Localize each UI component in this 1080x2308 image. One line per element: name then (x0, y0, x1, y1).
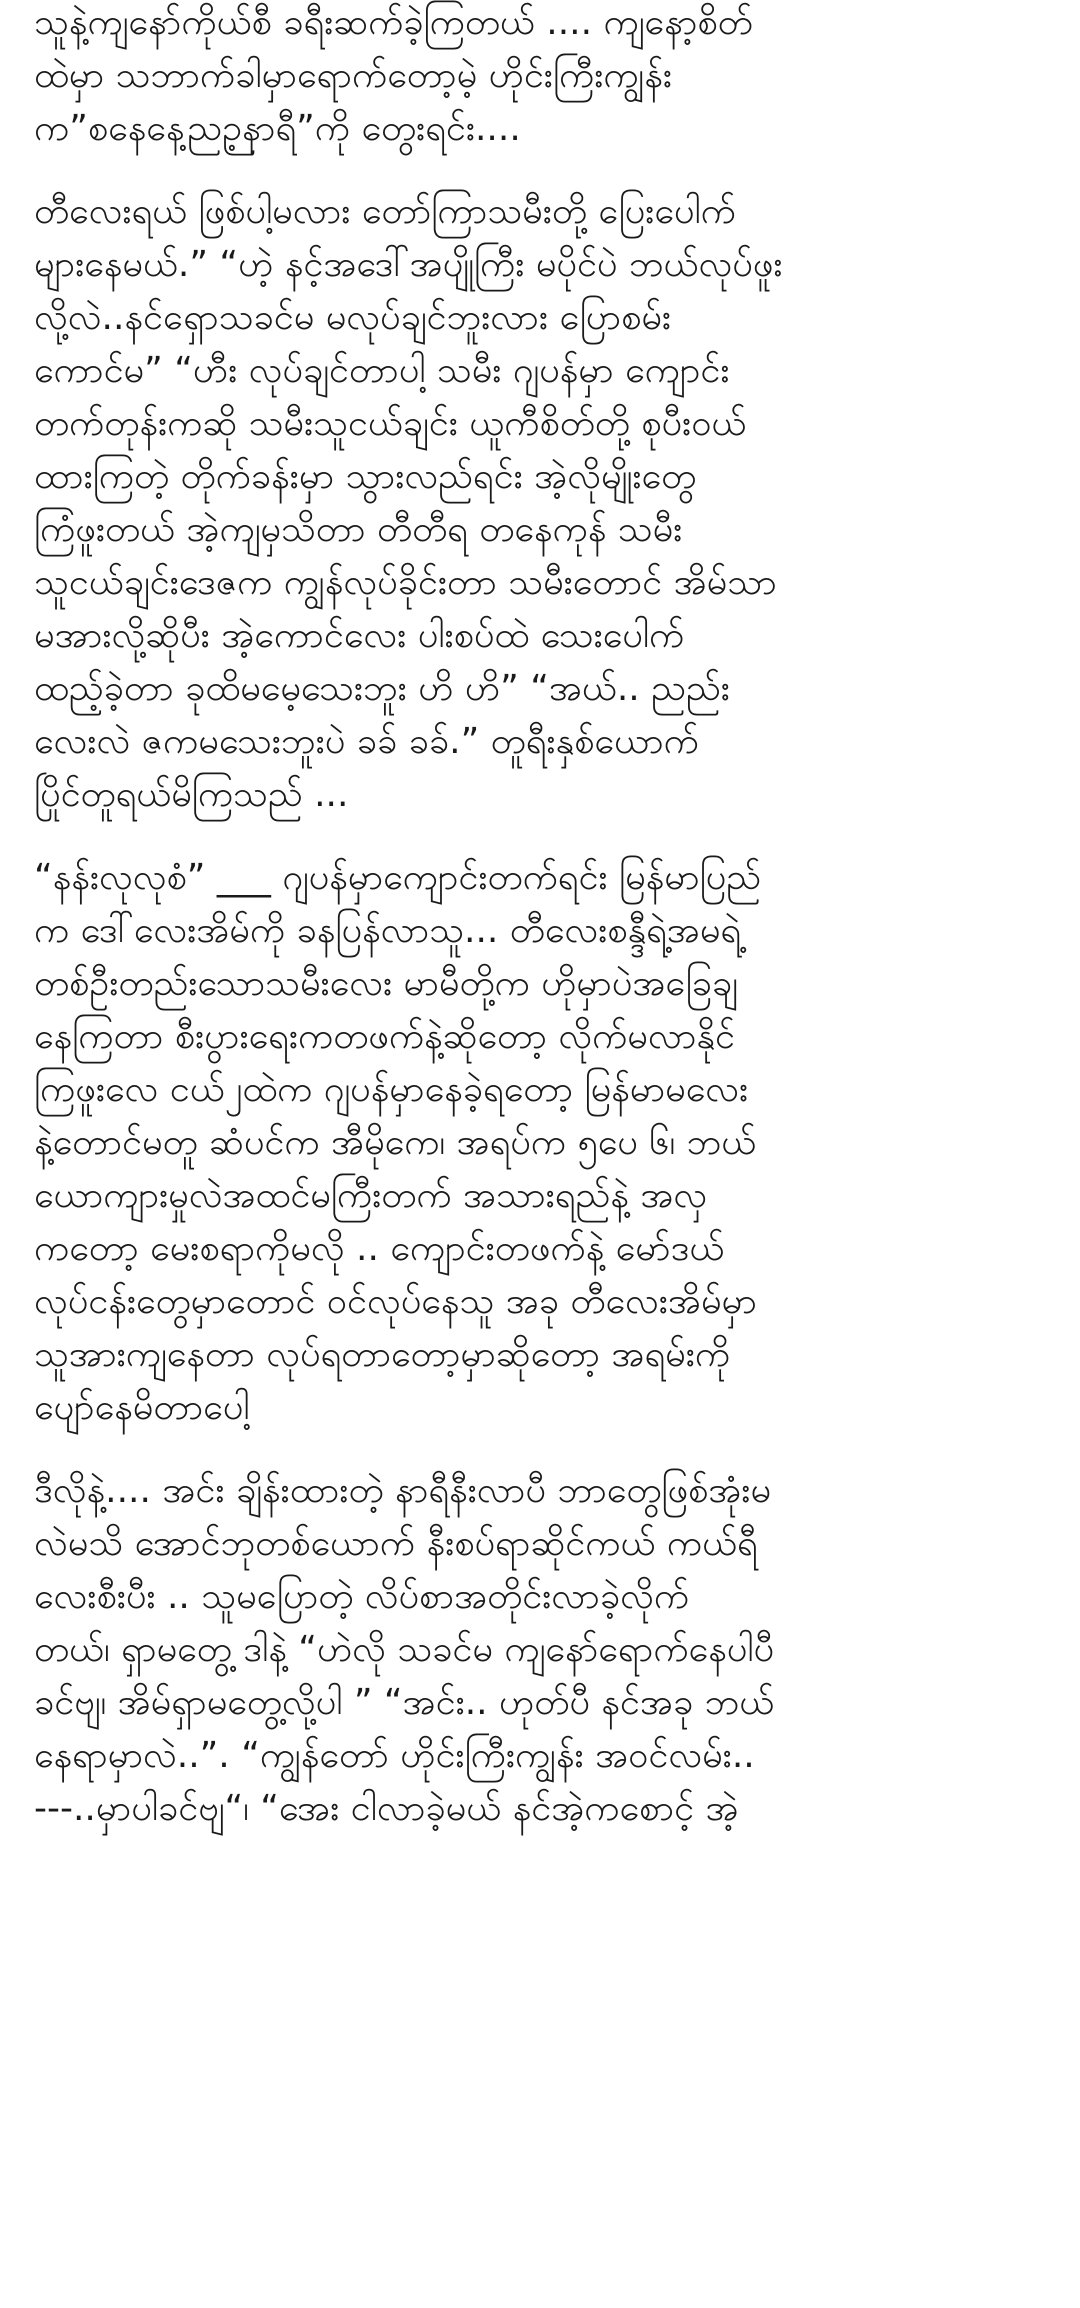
paragraph-2 (34, 185, 1054, 821)
text-line: ထဲမှာ သဘာက်ခါမှာရောက်တော့မဲ့ ဟိုင်းကြီးကျွန်း (34, 55, 673, 96)
text-line: ပျော်နေမိတာပေါ့ (34, 1387, 250, 1428)
text-line: တယ်၊ ရှာမတွေ့ ဒါနဲ့ “ဟဲလို သခင်မ ကျနော်ရောက်နေပါပီ (34, 1629, 775, 1670)
text-line: နေကြတာ စီးပွားရေးကတဖက်နဲ့ဆိုတော့ လိုက်မလာနိုင် (34, 1016, 735, 1057)
text-line: ထည့်ခဲ့တာ ခုထိမမေ့သေးဘူး ဟိ ဟိ” “အယ်.. ညည်း (34, 668, 730, 709)
text-line: လေးလဲ ဇကမသေးဘူးပဲ ခခ် ခခ်.” တူရီးနှစ်ယောက် (34, 721, 699, 762)
text-line: ထားကြတဲ့ တိုက်ခန်းမှာ သွားလည်ရင်း အဲ့လိုမျိုးတွေ (34, 456, 697, 497)
text-line: လဲမသိ အောင်ဘုတစ်ယောက် နီးစပ်ရာဆိုင်ကယ် ကယ်ရီ (34, 1523, 758, 1564)
text-line: ကြဖူးလေ ငယ်၂ထဲက ဂျပန်မှာနေခဲ့ရတော့ မြန်မာမလေး (34, 1069, 749, 1110)
paragraph-1 (34, 0, 1054, 155)
text-line: က ဒေါ်လေးအိမ်ကို ခနပြန်လာသူ... တီလေးစန္ဒီရဲ့အမရဲ့ (34, 910, 742, 951)
text-line: မအားလို့ဆိုပီး အဲ့ကောင်လေး ပါးစပ်ထဲ သေးပေါက် (34, 615, 685, 656)
text-line: “နန်းလုလုစံ” ___ ဂျပန်မှာကျောင်းတက်ရင်း မြန်မာပြည် (34, 857, 762, 898)
article-body (34, 0, 1054, 1835)
text-line: ခင်ဗျ၊ အိမ်ရှာမတွေ့လို့ပါ ” “အင်း.. ဟုတ်ပီ နင်အခု ဘယ် (34, 1682, 775, 1723)
text-line: ကောင်မ” “ဟီး လုပ်ချင်တာပါ့ သမီး ဂျပန်မှာ ကျောင်း (34, 350, 730, 391)
text-line: က”စနေနေ့ညဉ့နာရီ”ကို တွေးရင်း.... (34, 108, 521, 149)
paragraph-3 (34, 851, 1054, 1434)
text-line: တစ်ဦးတည်းသောသမီးလေး မာမီတို့က ဟိုမှာပဲအခြေချ (34, 963, 738, 1004)
text-line: ကြံဖူးတယ် အဲ့ကျမှသိတာ တီတီရ တနေကုန် သမီး (34, 509, 683, 550)
text-line: ကတော့ မေးစရာကိုမလို .. ကျောင်းတဖက်နဲ့ မော်ဒယ် (34, 1228, 725, 1269)
text-line: လုပ်ငန်းတွေမှာတောင် ဝင်လုပ်နေသူ အခု တီလေးအိမ်မှာ (34, 1281, 757, 1322)
text-line: များနေမယ်.” “ဟဲ့ နင့်အဒေါ်အပျိုကြီး မပိုင်ပဲ ဘယ်လုပ်ဖူး (34, 244, 783, 285)
text-line: ဒီလိုနဲ့.... အင်း ချိန်းထားတဲ့ နာရီနီးလာပီ ဘာတွေဖြစ်အုံးမ (34, 1470, 772, 1511)
text-line: နဲ့တောင်မတူ ဆံပင်က အီမိုကေ၊ အရပ်က ၅ပေ ၆၊ ဘယ် (34, 1122, 757, 1163)
paragraph-4 (34, 1464, 1054, 1835)
text-line: ယောကျားမှုလဲအထင်မကြီးတက် အသားရည်နဲ့ အလှ (34, 1175, 708, 1216)
text-line: သူနဲ့ကျနော်ကိုယ်စီ ခရီးဆက်ခဲ့ကြတယ် .... ကျနော့စိတ် (34, 2, 753, 43)
text-line: နေရာမှာလဲ..”. “ကျွန်တော် ဟိုင်းကြီးကျွန်း အဝင်လမ်း.. (34, 1735, 755, 1776)
text-line: လေးစီးပီး .. သူမပြောတဲ့ လိပ်စာအတိုင်းလာခဲ့လိုက် (34, 1576, 690, 1617)
text-line: သူအားကျနေတာ လုပ်ရတာတော့မှာဆိုတော့ အရမ်းကို (34, 1334, 731, 1375)
text-line: ပြိုင်တူရယ်မိကြသည် ... (34, 774, 349, 815)
text-line: တီလေးရယ် ဖြစ်ပါ့မလား တော်ကြာသမီးတို့ ပြေးပေါက် (34, 191, 736, 232)
text-line: လို့လဲ..နင်ရှောသခင်မ မလုပ်ချင်ဘူးလား ပြောစမ်း (34, 297, 672, 338)
text-line: ---..မှာပါခင်ဗျ“၊ “အေး ငါလာခဲ့မယ် နင်အဲ့ကစောင့် အဲ့ (34, 1788, 739, 1829)
text-line: သူငယ်ချင်းဒေဇက ကျွန်လုပ်ခိုင်းတာ သမီးတောင် အိမ်သာ (34, 562, 777, 603)
text-line: တက်တုန်းကဆို သမီးသူငယ်ချင်း ယူကီစိတ်တို့ စုပီးဝယ် (34, 403, 747, 444)
